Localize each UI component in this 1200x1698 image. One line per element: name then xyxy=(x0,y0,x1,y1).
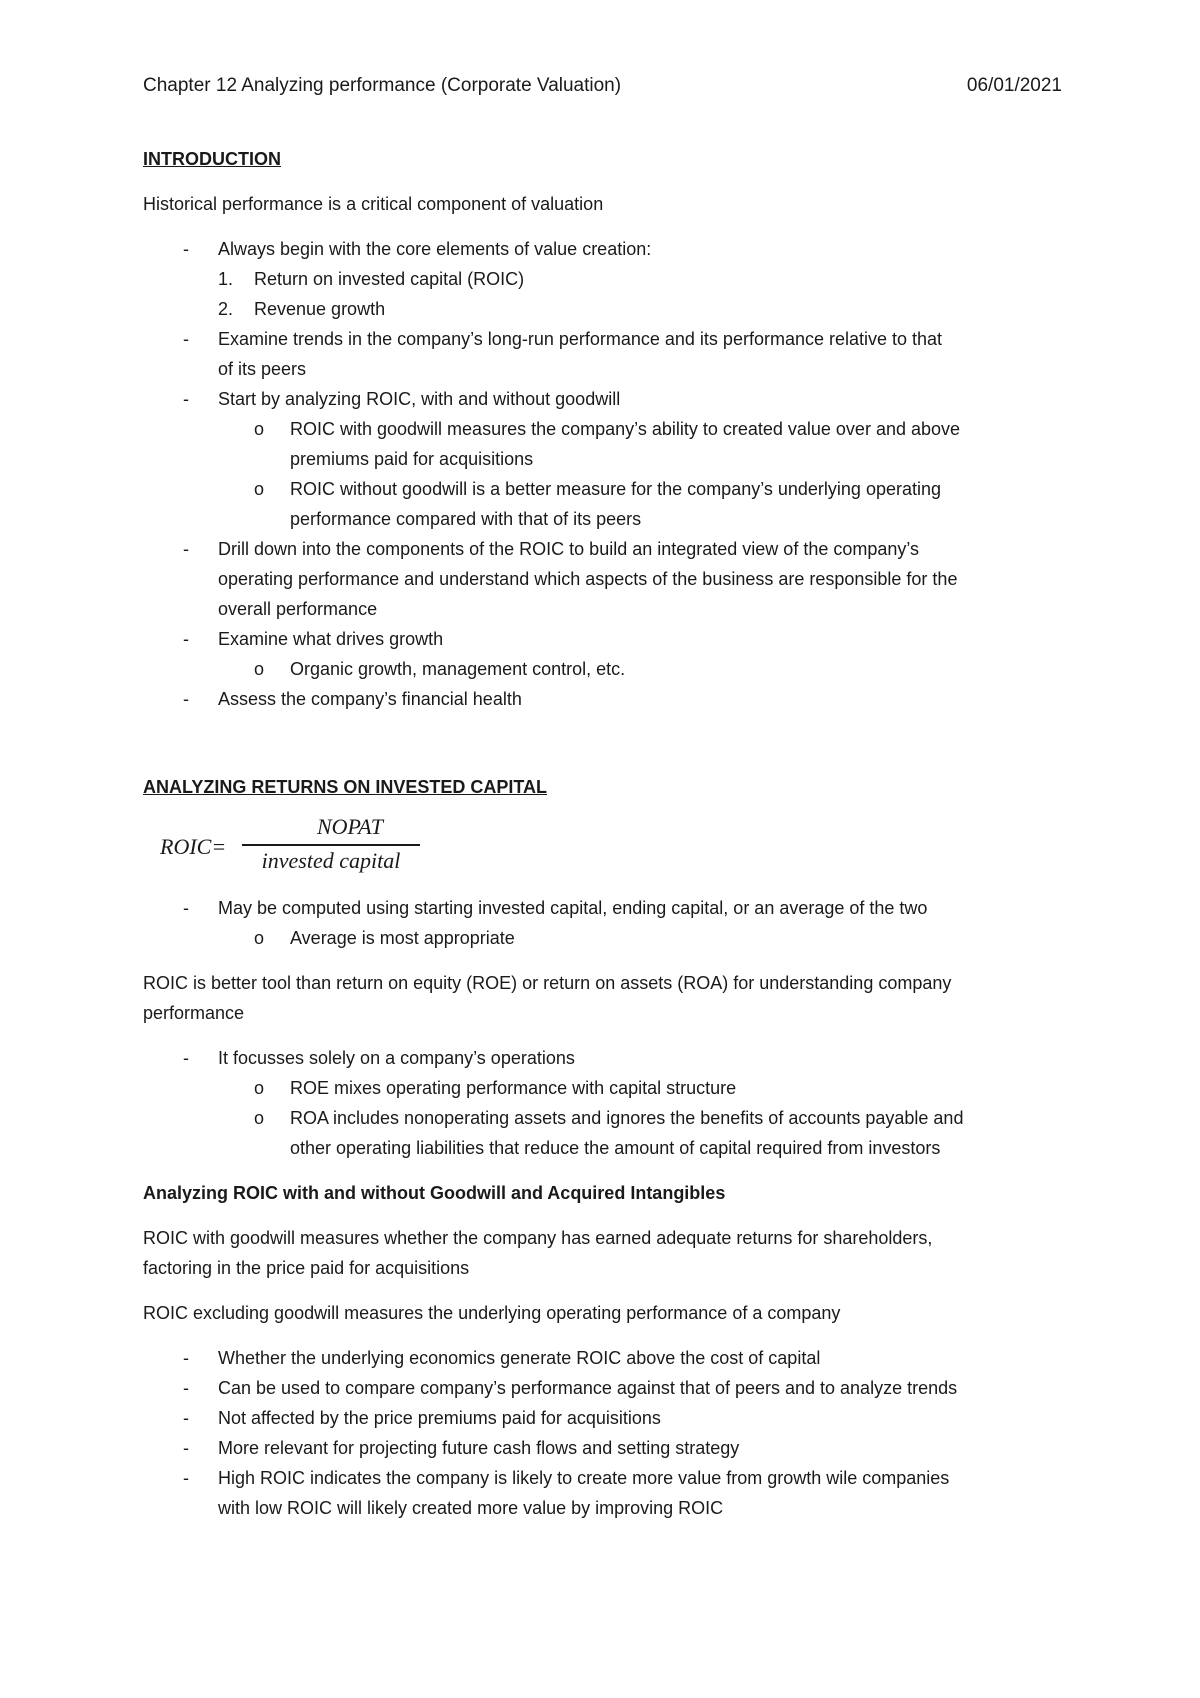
sub-bullet-text: other operating liabilities that reduce the amount of capital required from investors xyxy=(290,1138,941,1158)
paragraph: performance xyxy=(143,1003,245,1023)
sub-bullet-text: premiums paid for acquisitions xyxy=(290,449,534,469)
sub-bullet-text: Organic growth, management control, etc. xyxy=(290,659,626,679)
circle-bullet-marker: o xyxy=(254,1108,265,1128)
formula-denominator: invested capital xyxy=(261,848,401,873)
bullet-text: of its peers xyxy=(218,359,307,379)
paragraph: ROIC with goodwill measures whether the company has earned adequate returns for shareholders, xyxy=(143,1228,933,1248)
paragraph: ROIC is better tool than return on equity (ROE) or return on assets (ROA) for understanding company xyxy=(143,973,952,993)
bullet-text: Examine what drives growth xyxy=(218,629,444,649)
dash-bullet-marker: - xyxy=(183,539,189,559)
circle-bullet-marker: o xyxy=(254,928,265,948)
dash-bullet-marker: - xyxy=(183,1468,189,1488)
paragraph: Historical performance is a critical component of valuation xyxy=(143,194,604,214)
bullet-text: operating performance and understand which aspects of the business are responsible for the xyxy=(218,569,958,589)
subsection-heading-goodwill: Analyzing ROIC with and without Goodwill and Acquired Intangibles xyxy=(143,1183,726,1203)
bullet-text: Start by analyzing ROIC, with and without goodwill xyxy=(218,389,621,409)
dash-bullet-marker: - xyxy=(183,1408,189,1428)
bullet-text: More relevant for projecting future cash flows and setting strategy xyxy=(218,1438,740,1458)
dash-bullet-marker: - xyxy=(183,689,189,709)
circle-bullet-marker: o xyxy=(254,419,265,439)
bullet-text: Always begin with the core elements of value creation: xyxy=(218,239,652,259)
bullet-text: It focusses solely on a company’s operations xyxy=(218,1048,575,1068)
numbered-item-text: Return on invested capital (ROIC) xyxy=(254,269,525,289)
sub-bullet-text: ROIC with goodwill measures the company’s ability to created value over and above xyxy=(290,419,961,439)
dash-bullet-marker: - xyxy=(183,1438,189,1458)
roic-formula xyxy=(160,814,420,884)
bullet-text: Not affected by the price premiums paid for acquisitions xyxy=(218,1408,661,1428)
bullet-text: overall performance xyxy=(218,599,378,619)
circle-bullet-marker: o xyxy=(254,1078,265,1098)
dash-bullet-marker: - xyxy=(183,329,189,349)
circle-bullet-marker: o xyxy=(254,479,265,499)
number-marker: 2. xyxy=(218,299,234,319)
formula-numerator: NOPAT xyxy=(316,814,384,839)
dash-bullet-marker: - xyxy=(183,1048,189,1068)
paragraph: factoring in the price paid for acquisitions xyxy=(143,1258,470,1278)
document-date: 06/01/2021 xyxy=(966,75,1062,96)
bullet-text: May be computed using starting invested capital, ending capital, or an average of the two xyxy=(218,898,928,918)
fraction-bar xyxy=(242,844,420,846)
sub-bullet-text: performance compared with that of its peers xyxy=(290,509,642,529)
bullet-text: Whether the underlying economics generate ROIC above the cost of capital xyxy=(218,1348,821,1368)
bullet-text: Can be used to compare company’s performance against that of peers and to analyze trends xyxy=(218,1378,958,1398)
section-heading-roic: ANALYZING RETURNS ON INVESTED CAPITAL xyxy=(143,777,548,797)
sub-bullet-text: ROE mixes operating performance with capital structure xyxy=(290,1078,737,1098)
document-title: Chapter 12 Analyzing performance (Corporate Valuation) xyxy=(143,75,622,96)
dash-bullet-marker: - xyxy=(183,389,189,409)
bullet-text: with low ROIC will likely created more value by improving ROIC xyxy=(218,1498,724,1518)
section-heading-introduction: INTRODUCTION xyxy=(143,149,281,169)
paragraph: ROIC excluding goodwill measures the underlying operating performance of a company xyxy=(143,1303,841,1323)
bullet-text: Drill down into the components of the ROIC to build an integrated view of the company’s xyxy=(218,539,920,559)
formula-lhs: ROIC= xyxy=(160,834,227,859)
numbered-item-text: Revenue growth xyxy=(254,299,386,319)
dash-bullet-marker: - xyxy=(183,898,189,918)
dash-bullet-marker: - xyxy=(183,1378,189,1398)
dash-bullet-marker: - xyxy=(183,239,189,259)
sub-bullet-text: ROA includes nonoperating assets and ignores the benefits of accounts payable and xyxy=(290,1108,964,1128)
page-header xyxy=(143,75,1062,103)
sub-bullet-text: ROIC without goodwill is a better measure for the company’s underlying operating xyxy=(290,479,942,499)
bullet-text: High ROIC indicates the company is likely to create more value from growth wile companies xyxy=(218,1468,950,1488)
dash-bullet-marker: - xyxy=(183,629,189,649)
dash-bullet-marker: - xyxy=(183,1348,189,1368)
sub-bullet-text: Average is most appropriate xyxy=(290,928,515,948)
bullet-text: Assess the company’s financial health xyxy=(218,689,522,709)
bullet-text: Examine trends in the company’s long-run performance and its performance relative to that xyxy=(218,329,943,349)
number-marker: 1. xyxy=(218,269,234,289)
circle-bullet-marker: o xyxy=(254,659,265,679)
